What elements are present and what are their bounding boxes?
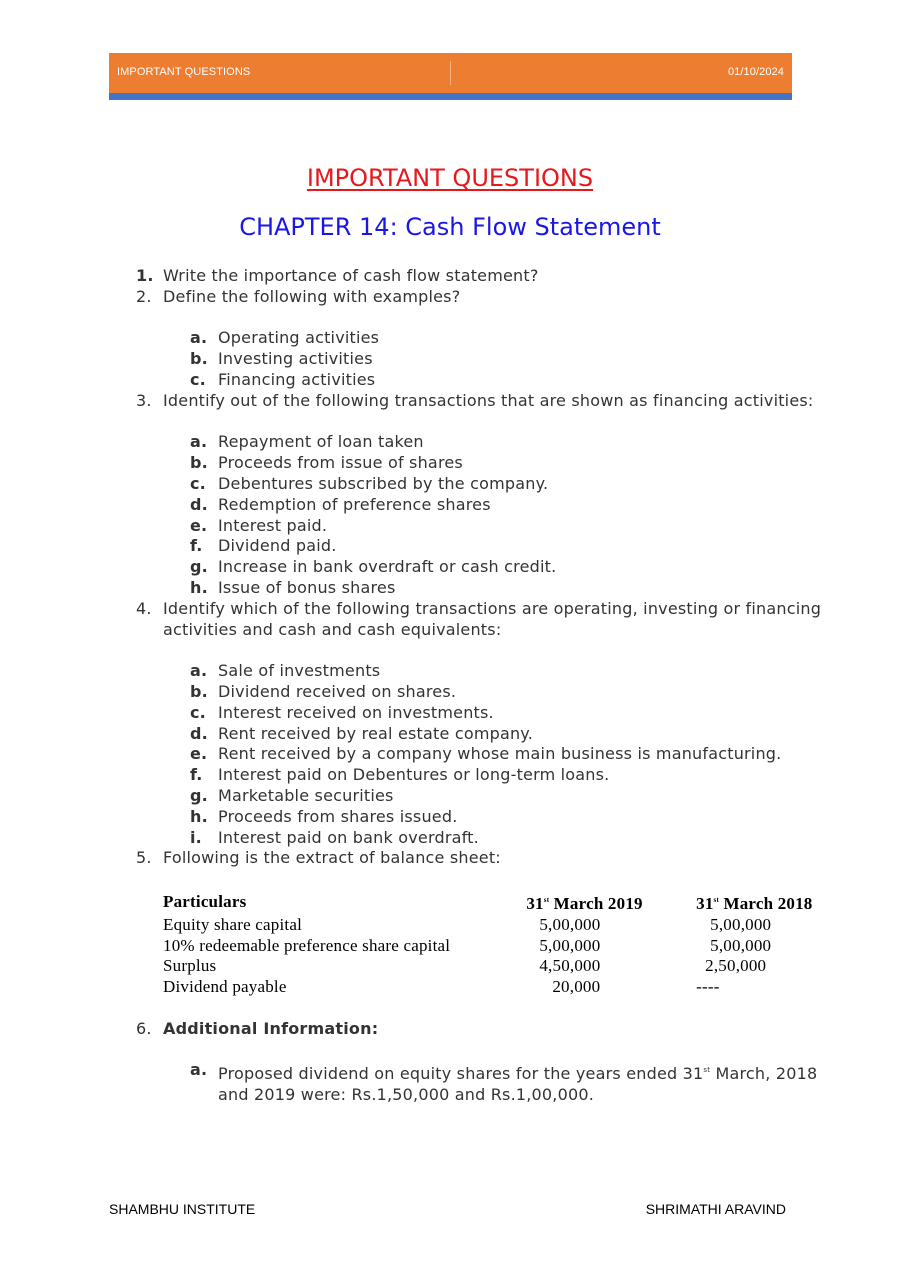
question-text: Write the importance of cash flow statement? — [163, 266, 539, 285]
header-left-text: IMPORTANT QUESTIONS — [117, 66, 251, 78]
item-text: Interest received on investments. — [218, 702, 494, 722]
table-header-row — [163, 890, 836, 915]
question-text: Identify which of the following transactions are operating, investing or financing activities and cash and cash equivalents: — [163, 598, 822, 639]
item-letter: h. — [190, 577, 208, 597]
list-item — [190, 557, 836, 578]
item-letter: e. — [190, 515, 208, 535]
item-text: Debentures subscribed by the company. — [218, 473, 549, 493]
item-letter: g. — [190, 785, 208, 805]
item-letter: c. — [190, 702, 206, 722]
item-text: Increase in bank overdraft or cash credit. — [218, 557, 557, 577]
question-6 — [136, 1019, 836, 1040]
balance-sheet-table — [163, 890, 836, 998]
item-text: Rent received by a company whose main business is manufacturing. — [218, 744, 782, 764]
value-2018: 5,00,000 — [710, 914, 772, 934]
value-2018: 5,00,000 — [710, 935, 772, 955]
item-text: Repayment of loan taken — [218, 432, 424, 452]
table-row — [163, 936, 836, 957]
item-text-part: March, 2018 and 2019 were: Rs.1,50,000 and Rs.1,00,000. — [218, 1064, 818, 1105]
list-item — [190, 828, 836, 849]
question-5 — [136, 848, 836, 869]
list-item — [190, 682, 836, 703]
item-letter: a. — [190, 1060, 208, 1080]
item-text: Sale of investments — [218, 661, 381, 681]
item-letter: b. — [190, 349, 208, 369]
chapter-title: CHAPTER 14: Cash Flow Statement — [239, 213, 661, 241]
item-text: Rent received by real estate company. — [218, 723, 533, 743]
list-item — [190, 328, 836, 349]
item-text — [218, 1060, 836, 1106]
item-letter: g. — [190, 557, 208, 577]
list-item — [190, 516, 836, 537]
sub-list — [190, 661, 836, 848]
table-row — [163, 915, 836, 936]
sub-list — [190, 1060, 836, 1106]
spacer — [136, 998, 836, 1019]
row-label: Surplus — [163, 956, 217, 976]
item-text: Dividend paid. — [218, 536, 337, 556]
item-text: Investing activities — [218, 349, 373, 369]
question-text: Identify out of the following transactions that are shown as financing activities: — [163, 390, 814, 410]
list-item — [190, 370, 836, 391]
column-header-2019 — [526, 890, 696, 915]
item-text: Financing activities — [218, 369, 376, 389]
list-item — [190, 1060, 836, 1106]
list-item — [190, 661, 836, 682]
question-text: Define the following with examples? — [163, 286, 461, 306]
header-sup: st — [543, 895, 550, 904]
item-letter: f. — [190, 765, 203, 785]
list-item — [190, 536, 836, 557]
list-item — [190, 432, 836, 453]
list-item — [190, 807, 836, 828]
value-2019: 4,50,000 — [539, 956, 601, 976]
questions-list — [136, 266, 836, 1106]
item-sup: st — [703, 1066, 711, 1075]
list-item — [190, 453, 836, 474]
item-letter: e. — [190, 744, 208, 764]
question-4 — [136, 599, 836, 641]
column-header-2018 — [696, 890, 836, 915]
header-day: 31 — [696, 893, 714, 913]
footer-author: SHRIMATHI ARAVIND — [645, 1201, 786, 1217]
sub-list — [190, 432, 836, 598]
table-row — [163, 956, 836, 977]
row-label: Dividend payable — [163, 977, 287, 997]
item-text: Dividend received on shares. — [218, 681, 457, 701]
header-sup: st — [713, 895, 720, 904]
question-number: 5. — [136, 848, 152, 868]
sub-list — [190, 328, 836, 390]
question-number: 2. — [136, 286, 152, 306]
list-item — [190, 765, 836, 786]
list-item — [190, 724, 836, 745]
item-letter: d. — [190, 494, 208, 514]
list-item — [190, 474, 836, 495]
item-letter: c. — [190, 473, 206, 493]
value-2018: ---- — [696, 977, 720, 997]
item-text: Interest paid on Debentures or long-term loans. — [218, 765, 610, 785]
item-letter: h. — [190, 806, 208, 826]
question-number: 3. — [136, 390, 152, 410]
item-letter: d. — [190, 723, 208, 743]
row-label: Equity share capital — [163, 914, 303, 934]
table-row — [163, 977, 836, 998]
item-letter: b. — [190, 681, 208, 701]
question-2 — [136, 287, 836, 308]
item-text: Operating activities — [218, 328, 380, 348]
question-3 — [136, 391, 836, 412]
list-item — [190, 703, 836, 724]
header-date: 01/10/2024 — [727, 66, 784, 78]
item-text: Issue of bonus shares — [218, 577, 396, 597]
value-2018: 2,50,000 — [705, 956, 767, 976]
header-divider — [450, 61, 451, 85]
item-letter: a. — [190, 328, 208, 348]
item-letter: i. — [190, 827, 202, 847]
question-number: 1. — [136, 266, 154, 285]
item-letter: b. — [190, 453, 208, 473]
question-1 — [136, 266, 836, 287]
item-letter: c. — [190, 369, 206, 389]
item-letter: a. — [190, 661, 208, 681]
question-text: Additional Information: — [163, 1018, 379, 1038]
page-title: IMPORTANT QUESTIONS — [306, 164, 594, 192]
item-text: Proceeds from shares issued. — [218, 806, 458, 826]
list-item — [190, 349, 836, 370]
value-2019: 20,000 — [552, 977, 601, 997]
item-text: Proceeds from issue of shares — [218, 453, 463, 473]
column-header-particulars: Particulars — [163, 891, 247, 911]
question-number: 4. — [136, 598, 152, 618]
item-text-part: Proposed dividend on equity shares for the years ended 31 — [218, 1064, 704, 1084]
header-rest: March 2019 — [549, 893, 643, 913]
item-letter: a. — [190, 432, 208, 452]
list-item — [190, 495, 836, 516]
item-text: Marketable securities — [218, 785, 394, 805]
header-rest: March 2018 — [719, 893, 813, 913]
item-text: Redemption of preference shares — [218, 494, 491, 514]
header-underline — [109, 93, 792, 100]
row-label: 10% redeemable preference share capital — [163, 935, 451, 955]
footer-institute: SHAMBHU INSTITUTE — [109, 1201, 256, 1217]
question-number: 6. — [136, 1018, 152, 1038]
list-item — [190, 578, 836, 599]
question-text: Following is the extract of balance sheet: — [163, 848, 501, 868]
item-text: Interest paid. — [218, 515, 328, 535]
header-day: 31 — [526, 893, 544, 913]
item-text: Interest paid on bank overdraft. — [218, 827, 479, 847]
value-2019: 5,00,000 — [539, 935, 601, 955]
list-item — [190, 744, 836, 765]
list-item — [190, 786, 836, 807]
item-letter: f. — [190, 536, 203, 556]
value-2019: 5,00,000 — [539, 914, 601, 934]
